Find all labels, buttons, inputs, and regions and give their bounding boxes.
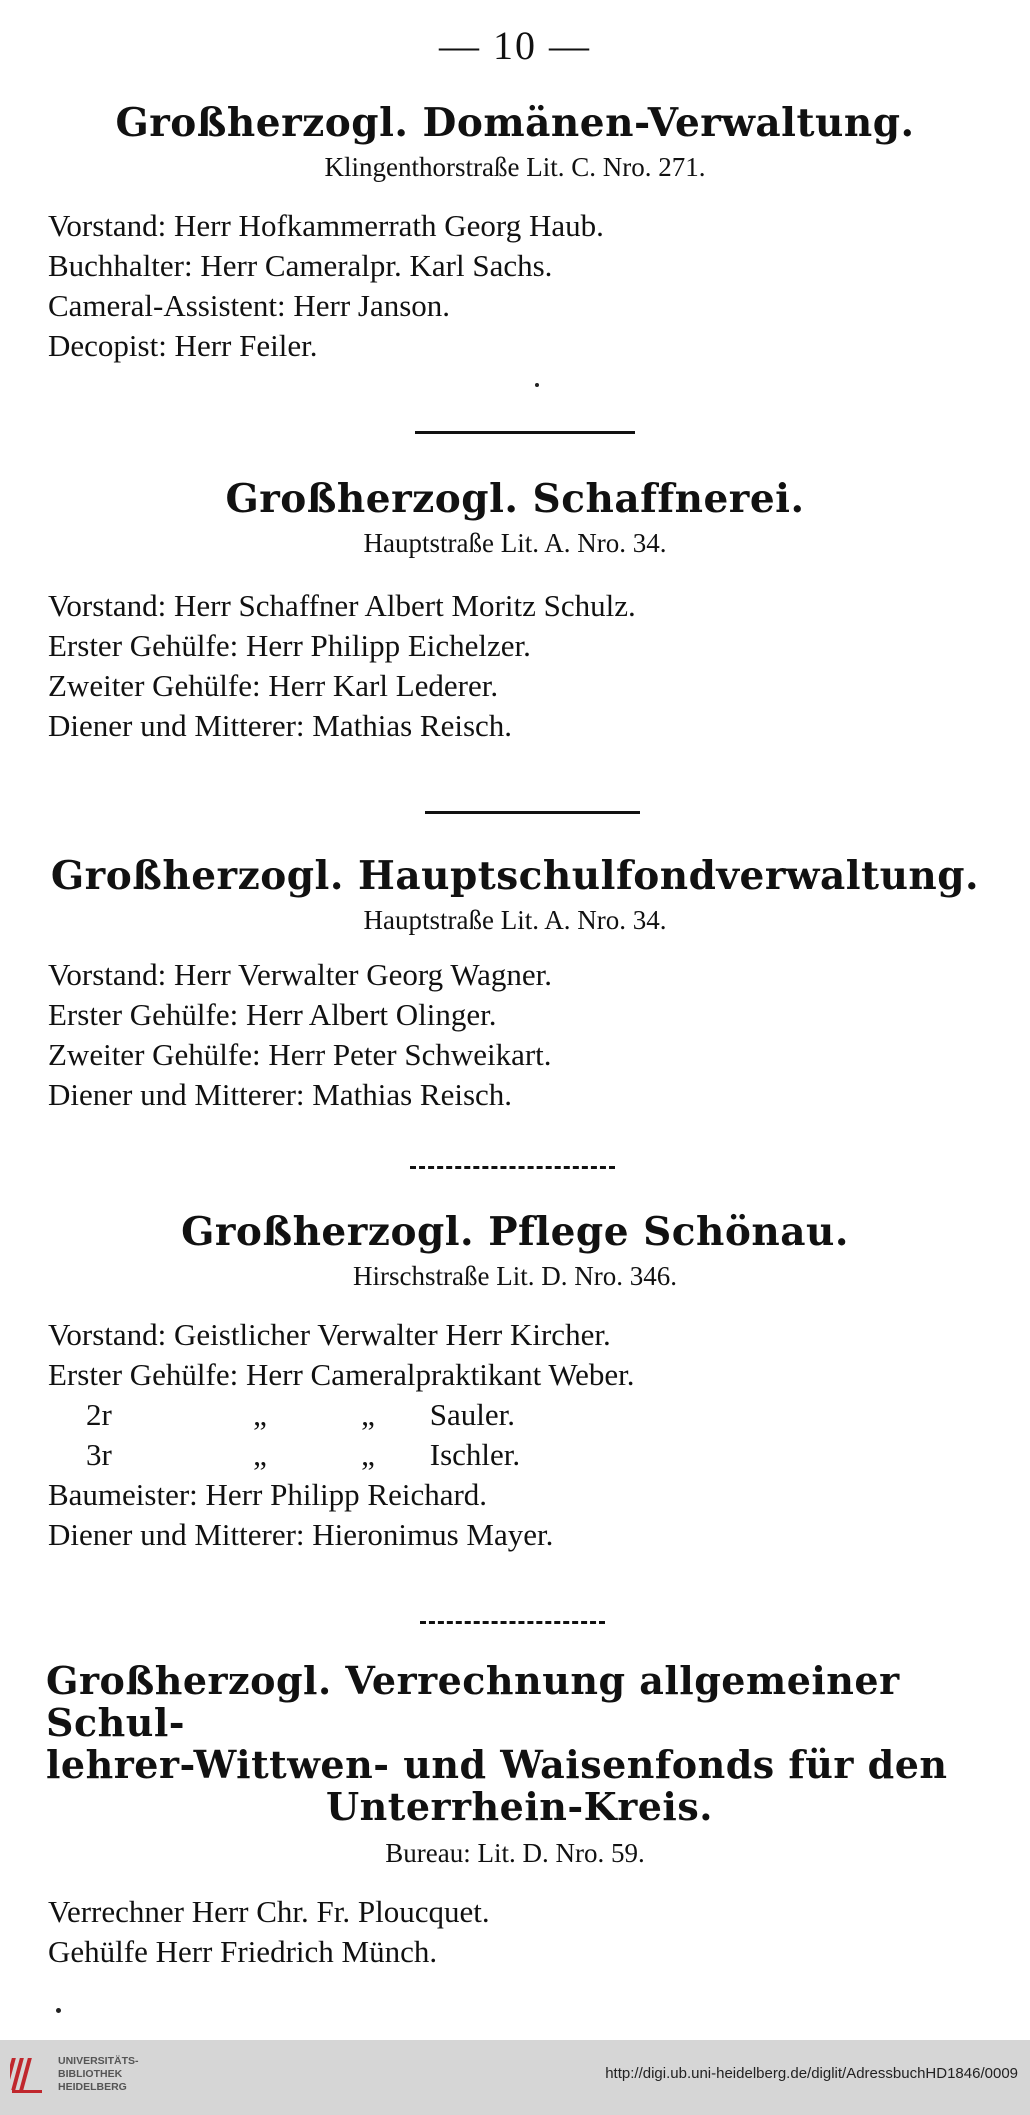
digitization-footer bbox=[0, 2040, 1030, 2115]
section-divider bbox=[415, 431, 635, 434]
section-address: Hauptstraße Lit. A. Nro. 34. bbox=[363, 905, 667, 935]
section-divider bbox=[420, 1621, 605, 1624]
entry-list bbox=[0, 955, 1030, 1115]
ditto-mark: „ bbox=[253, 1397, 267, 1432]
section-pflege-schoenau bbox=[0, 1209, 1030, 1555]
university-library-logo-icon bbox=[10, 2050, 50, 2100]
list-item: Buchhalter: Herr Cameralpr. Karl Sachs. bbox=[48, 248, 553, 283]
list-item: Diener und Mitterer: Mathias Reisch. bbox=[48, 1077, 513, 1112]
list-item: Gehülfe Herr Friedrich Münch. bbox=[48, 1934, 438, 1969]
entry-list bbox=[0, 1315, 1030, 1555]
library-name bbox=[58, 2055, 139, 2094]
library-name-line: BIBLIOTHEK bbox=[58, 2068, 123, 2080]
list-item: Diener und Mitterer: Hieronimus Mayer. bbox=[48, 1517, 554, 1552]
section-title bbox=[0, 1660, 1030, 1828]
entry-list bbox=[0, 1892, 1030, 1972]
list-item: Zweiter Gehülfe: Herr Karl Lederer. bbox=[48, 668, 499, 703]
list-item: Vorstand: Geistlicher Verwalter Herr Kircher. bbox=[48, 1317, 611, 1352]
list-item: Erster Gehülfe: Herr Cameralpraktikant Weber. bbox=[48, 1357, 635, 1392]
ordinal-label: 2r bbox=[86, 1397, 112, 1432]
list-item: Vorstand: Herr Schaffner Albert Moritz Schulz. bbox=[48, 588, 636, 623]
library-name-line: HEIDELBERG bbox=[58, 2081, 127, 2093]
ink-speck bbox=[535, 383, 539, 387]
section-title: Großherzogl. Hauptschulfondverwaltung. bbox=[50, 853, 980, 899]
section-title-line: lehrer-Wittwen- und Waisenfonds für den bbox=[46, 1742, 948, 1787]
library-name-line: UNIVERSITÄTS- bbox=[58, 2055, 139, 2067]
list-item: Vorstand: Herr Hofkammerrath Georg Haub. bbox=[48, 208, 604, 243]
section-address: Hirschstraße Lit. D. Nro. 346. bbox=[353, 1261, 677, 1291]
section-title-line: Unterrhein-Kreis. bbox=[326, 1784, 713, 1829]
entry-list bbox=[0, 206, 1030, 366]
list-item bbox=[48, 1435, 1030, 1475]
section-address: Hauptstraße Lit. A. Nro. 34. bbox=[363, 528, 667, 558]
entry-list bbox=[0, 586, 1030, 746]
person-name: Ischler. bbox=[429, 1437, 521, 1472]
list-item: Decopist: Herr Feiler. bbox=[48, 328, 318, 363]
section-address: Klingenthorstraße Lit. C. Nro. 271. bbox=[324, 152, 706, 182]
section-title-line: Großherzogl. Verrechnung allgemeiner Schul- bbox=[46, 1658, 900, 1745]
section-domaenen-verwaltung bbox=[0, 100, 1030, 366]
page-number: — 10 — bbox=[439, 23, 591, 68]
section-address: Bureau: Lit. D. Nro. 59. bbox=[385, 1838, 645, 1868]
list-item: Erster Gehülfe: Herr Albert Olinger. bbox=[48, 997, 497, 1032]
section-divider bbox=[425, 811, 640, 814]
section-divider bbox=[410, 1166, 615, 1169]
source-url-link[interactable]: http://digi.ub.uni-heidelberg.de/diglit/AdressbuchHD1846/0009 bbox=[605, 2065, 1018, 2082]
list-item: Baumeister: Herr Philipp Reichard. bbox=[48, 1477, 488, 1512]
section-title: Großherzogl. Pflege Schönau. bbox=[181, 1209, 849, 1255]
list-item: Zweiter Gehülfe: Herr Peter Schweikart. bbox=[48, 1037, 552, 1072]
list-item: Diener und Mitterer: Mathias Reisch. bbox=[48, 708, 513, 743]
section-title: Großherzogl. Schaffnerei. bbox=[225, 476, 805, 522]
ditto-mark: „ bbox=[253, 1437, 267, 1472]
list-item: Vorstand: Herr Verwalter Georg Wagner. bbox=[48, 957, 552, 992]
section-hauptschulfondverwaltung bbox=[0, 853, 1030, 1115]
section-schaffnerei bbox=[0, 476, 1030, 746]
ordinal-label: 3r bbox=[86, 1437, 112, 1472]
list-item: Erster Gehülfe: Herr Philipp Eichelzer. bbox=[48, 628, 531, 663]
section-verrechnung-schullehrer-fonds bbox=[0, 1660, 1030, 1972]
list-item: Verrechner Herr Chr. Fr. Ploucquet. bbox=[48, 1894, 490, 1929]
ink-speck bbox=[56, 2008, 61, 2013]
ditto-mark: „ bbox=[361, 1437, 375, 1472]
person-name: Sauler. bbox=[429, 1397, 515, 1432]
ditto-mark: „ bbox=[361, 1397, 375, 1432]
list-item bbox=[48, 1395, 1030, 1435]
section-title: Großherzogl. Domänen-Verwaltung. bbox=[115, 100, 915, 146]
list-item: Cameral-Assistent: Herr Janson. bbox=[48, 288, 451, 323]
